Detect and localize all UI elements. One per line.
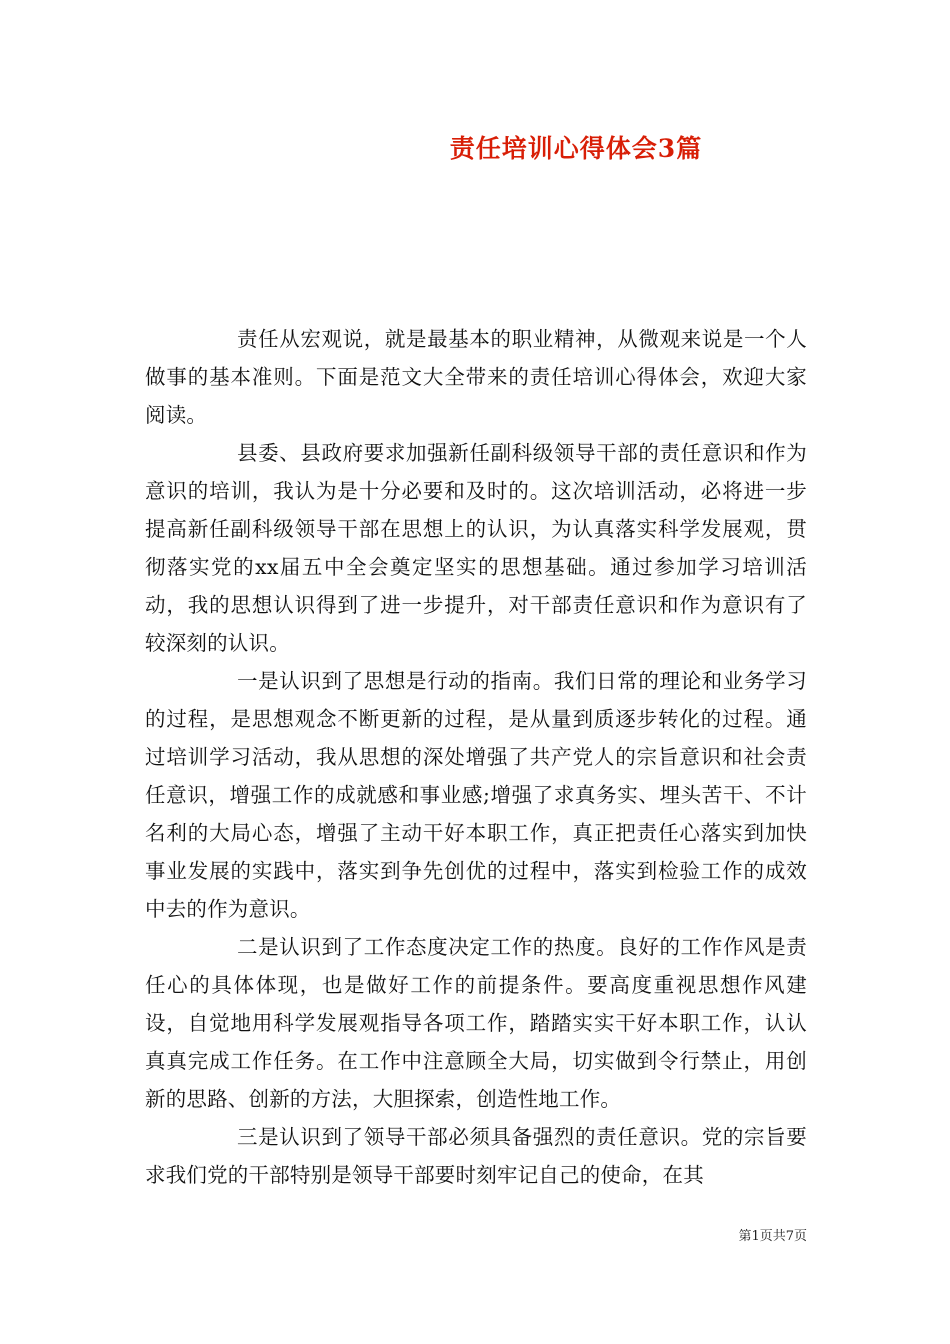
paragraph-point-three: 三是认识到了领导干部必须具备强烈的责任意识。党的宗旨要求我们党的干部特别是领导干部要时刻牢记自己的使命，在其 — [145, 1125, 807, 1187]
document-body — [145, 320, 807, 1194]
document-title: 责任培训心得体会3篇 — [449, 134, 703, 163]
paragraph-intro: 责任从宏观说，就是最基本的职业精神，从微观来说是一个人做事的基本准则。下面是范文大全带来的责任培训心得体会，欢迎大家阅读。 — [145, 327, 807, 427]
paragraph-point-two: 二是认识到了工作态度决定工作的热度。良好的工作作风是责任心的具体体现，也是做好工作的前提条件。要高度重视思想作风建设，自觉地用科学发展观指导各项工作，踏踏实实干好本职工作，认认真真完成工作任务。在工作中注意顾全大局，切实做到令行禁止，用创新的思路、创新的方法，大胆探索，创造性地工作。 — [145, 935, 807, 1111]
paragraph-point-one: 一是认识到了思想是行动的指南。我们日常的理论和业务学习的过程，是思想观念不断更新的过程，是从量到质逐步转化的过程。通过培训学习活动，我从思想的深处增强了共产党人的宗旨意识和社会责任意识，增强工作的成就感和事业感;增强了求真务实、埋头苦干、不计名利的大局心态，增强了主动干好本职工作，真正把责任心落实到加快事业发展的实践中，落实到争先创优的过程中，落实到检验工作的成效中去的作为意识。 — [145, 669, 807, 921]
paragraph-training: 县委、县政府要求加强新任副科级领导干部的责任意识和作为意识的培训，我认为是十分必要和及时的。这次培训活动，必将进一步提高新任副科级领导干部在思想上的认识，为认真落实科学发展观，贯彻落实党的xx届五中全会奠定坚实的思想基础。通过参加学习培训活动，我的思想认识得到了进一步提升，对干部责任意识和作为意识有了较深刻的认识。 — [145, 441, 807, 655]
page-number-footer: 第1页共7页 — [738, 1229, 807, 1244]
